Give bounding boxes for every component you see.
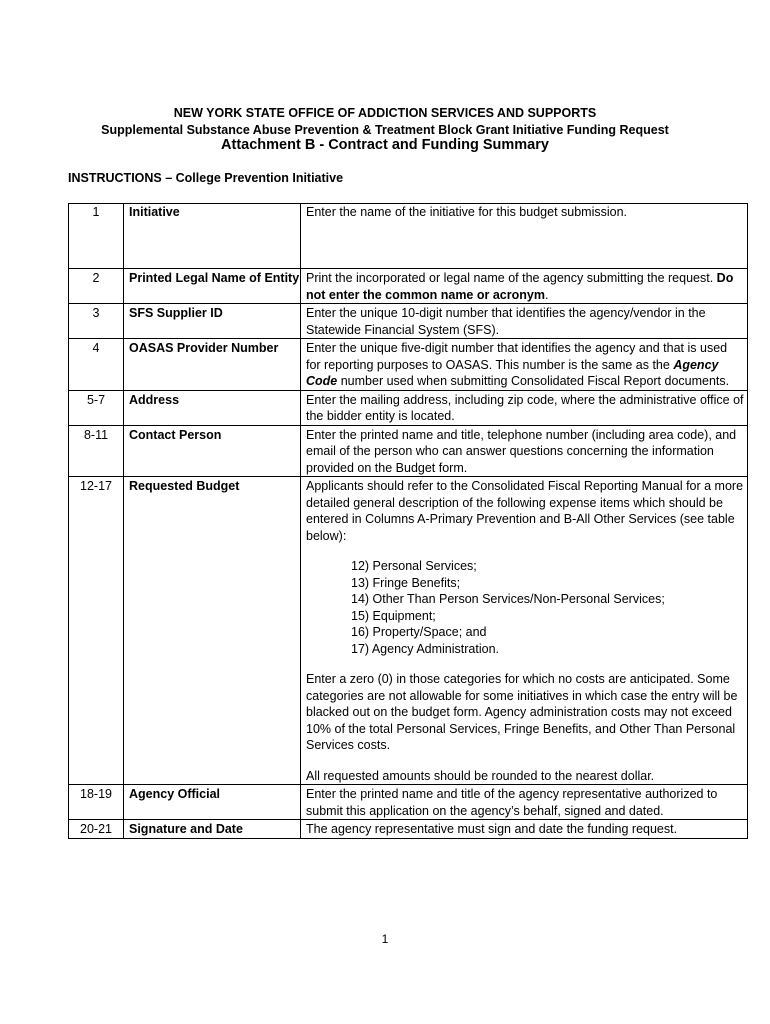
row-number: 3 (69, 304, 124, 339)
row-number: 4 (69, 339, 124, 391)
row-description (301, 477, 748, 785)
desc-emphasis: Do not enter the common name or acronym (306, 271, 734, 302)
row-label: Contact Person (124, 425, 301, 477)
expense-item-list (306, 558, 744, 657)
expense-item: 17) Agency Administration. (351, 641, 499, 656)
row-description: Enter the name of the initiative for this budget submission. (301, 204, 748, 269)
document-title: Attachment B - Contract and Funding Summary (221, 137, 549, 153)
row-label: Signature and Date (124, 820, 301, 839)
desc-text: Enter the unique five-digit number that identifies the agency and that is used for reporting purposes to OASAS. This number is the same as the (306, 341, 728, 372)
row-number: 1 (69, 204, 124, 269)
row-description: Enter the printed name and title, telephone number (including area code), and email of the person who can answer questions concerning the information provided on the Budget form. (301, 425, 748, 477)
table-row (69, 477, 748, 785)
table-row (69, 785, 748, 820)
row-label: Requested Budget (124, 477, 301, 785)
table-row (69, 390, 748, 425)
desc-text: Applicants should refer to the Consolidated Fiscal Reporting Manual for a more detailed general description of the following expense items which should be entered in Columns A-Primary Prevention and B-All Other Services (see table below): (306, 479, 744, 543)
row-number: 5-7 (69, 390, 124, 425)
table-row (69, 425, 748, 477)
desc-text: number used when submitting Consolidated Fiscal Report documents. (337, 374, 730, 388)
page-number: 1 (381, 932, 389, 946)
row-description: Enter the unique 10-digit number that identifies the agency/vendor in the Statewide Financial System (SFS). (301, 304, 748, 339)
row-number: 18-19 (69, 785, 124, 820)
expense-item: 16) Property/Space; and (351, 625, 487, 639)
row-number: 12-17 (69, 477, 124, 785)
table-row (69, 304, 748, 339)
desc-text: Enter a zero (0) in those categories for which no costs are anticipated. Some categories are not allowable for some initiatives in which case the entry will be blacked out on the budget form. Agency administration costs may not exceed 10% of the total Personal Services, Fringe Benefits, and Other Than Personal Services costs. (306, 672, 738, 752)
table-row (69, 204, 748, 269)
table-row (69, 269, 748, 304)
row-description (301, 339, 748, 391)
table-row (69, 820, 748, 839)
instructions-table (68, 203, 748, 839)
document-org-heading: NEW YORK STATE OFFICE OF ADDICTION SERVICES AND SUPPORTS (173, 106, 597, 120)
row-number: 2 (69, 269, 124, 304)
row-label: Initiative (124, 204, 301, 269)
row-label: Address (124, 390, 301, 425)
row-description: The agency representative must sign and date the funding request. (301, 820, 748, 839)
row-description: Enter the printed name and title of the agency representative authorized to submit this application on the agency’s behalf, signed and dated. (301, 785, 748, 820)
row-number: 8-11 (69, 425, 124, 477)
expense-item: 14) Other Than Person Services/Non-Personal Services; (351, 592, 665, 606)
row-description: Enter the mailing address, including zip code, where the administrative office of the bidder entity is located. (301, 390, 748, 425)
row-label: SFS Supplier ID (124, 304, 301, 339)
instructions-heading: INSTRUCTIONS – College Prevention Initiative (68, 171, 344, 185)
row-label: Printed Legal Name of Entity (124, 269, 301, 304)
expense-item: 12) Personal Services; (351, 559, 477, 573)
desc-emphasis: Agency Code (306, 357, 719, 388)
desc-text: All requested amounts should be rounded to the nearest dollar. (306, 768, 655, 783)
expense-item: 13) Fringe Benefits; (351, 575, 461, 590)
desc-text: . (544, 287, 549, 302)
table-row (69, 339, 748, 391)
row-number: 20-21 (69, 820, 124, 839)
row-label: OASAS Provider Number (124, 339, 301, 391)
expense-item: 15) Equipment; (351, 608, 436, 623)
row-label: Agency Official (124, 785, 301, 820)
document-subtitle: Supplemental Substance Abuse Prevention & Treatment Block Grant Initiative Funding Request (101, 123, 669, 137)
row-description (301, 269, 748, 304)
desc-text: Print the incorporated or legal name of the agency submitting the request. (306, 271, 717, 285)
